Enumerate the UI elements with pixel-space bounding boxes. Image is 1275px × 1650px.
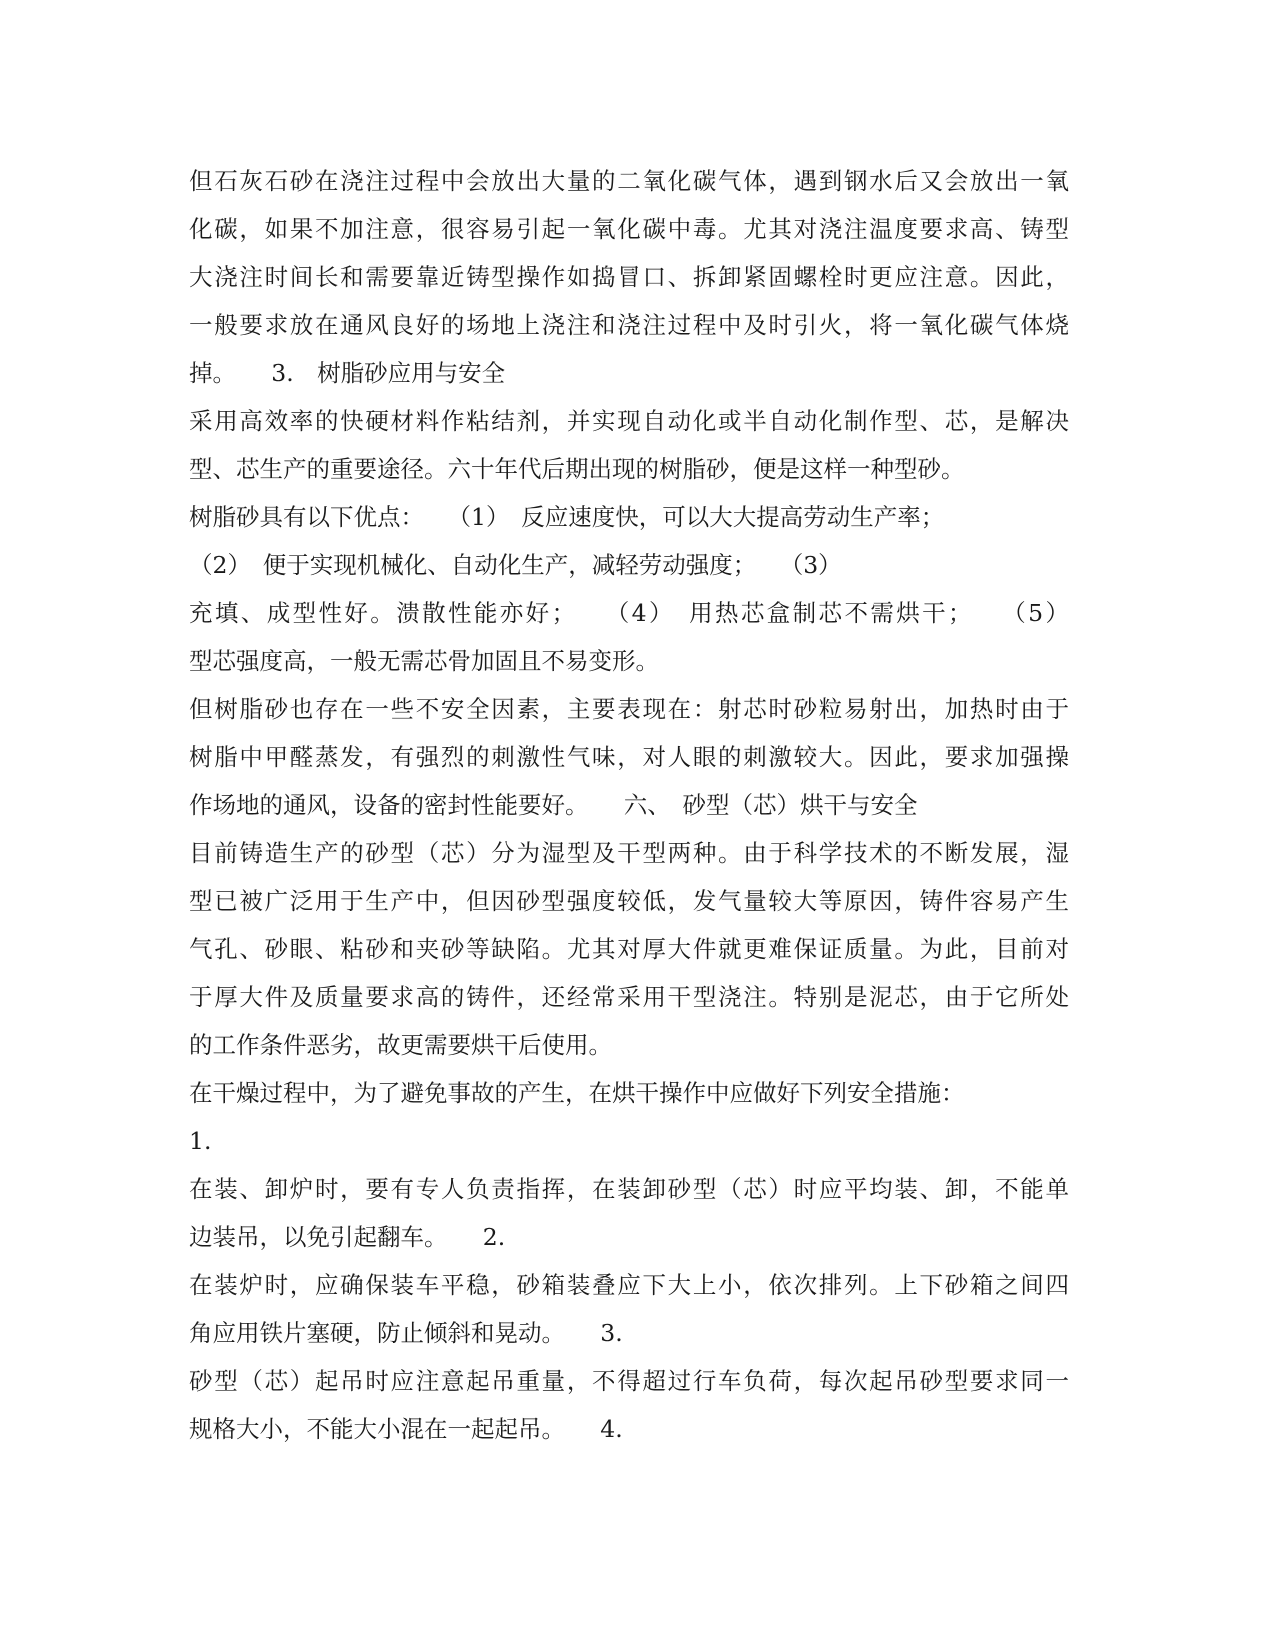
text-line: 采用高效率的快硬材料作粘结剂，并实现自动化或半自动化制作型、芯，是解决: [189, 407, 1069, 435]
text-line: （2） 便于实现机械化、自动化生产，减轻劳动强度； （3）: [189, 551, 842, 579]
text-line: 的工作条件恶劣，故更需要烘干后使用。: [189, 1031, 612, 1059]
text-line: 目前铸造生产的砂型（芯）分为湿型及干型两种。由于科学技术的不断发展，湿: [189, 839, 1069, 867]
text-line: 在装炉时，应确保装车平稳，砂箱装叠应下大上小，依次排列。上下砂箱之间四: [189, 1271, 1069, 1299]
text-line: 在干燥过程中，为了避免事故的产生，在烘干操作中应做好下列安全措施：: [189, 1079, 965, 1107]
text-line: 一般要求放在通风良好的场地上浇注和浇注过程中及时引火，将一氧化碳气体烧: [189, 311, 1069, 339]
section-heading-line: 作场地的通风，设备的密封性能要好。 六、 砂型（芯）烘干与安全: [189, 791, 918, 819]
section-heading-line: 掉。 3. 树脂砂应用与安全: [189, 359, 506, 387]
text-line: 型芯强度高，一般无需芯骨加固且不易变形。: [189, 647, 659, 675]
text-line: 角应用铁片塞硬，防止倾斜和晃动。 3.: [189, 1319, 623, 1347]
text-line: 树脂中甲醛蒸发，有强烈的刺激性气味，对人眼的刺激较大。因此，要求加强操: [189, 743, 1069, 771]
text-line: 砂型（芯）起吊时应注意起吊重量，不得超过行车负荷，每次起吊砂型要求同一: [189, 1367, 1069, 1395]
body-text: [189, 157, 1069, 1453]
text-line: 边装吊，以免引起翻车。 2.: [189, 1223, 506, 1251]
text-line: 树脂砂具有以下优点： （1） 反应速度快，可以大大提高劳动生产率；: [189, 503, 945, 531]
text-line: 在装、卸炉时，要有专人负责指挥，在装卸砂型（芯）时应平均装、卸，不能单: [189, 1175, 1069, 1203]
text-line: 型已被广泛用于生产中，但因砂型强度较低，发气量较大等原因，铸件容易产生: [189, 887, 1069, 915]
text-line: 规格大小，不能大小混在一起起吊。 4.: [189, 1415, 623, 1443]
text-line: 气孔、砂眼、粘砂和夹砂等缺陷。尤其对厚大件就更难保证质量。为此，目前对: [189, 935, 1069, 963]
text-line: 但石灰石砂在浇注过程中会放出大量的二氧化碳气体，遇到钢水后又会放出一氧: [189, 167, 1069, 195]
text-line: 大浇注时间长和需要靠近铸型操作如捣冒口、拆卸紧固螺栓时更应注意。因此，: [189, 263, 1069, 291]
text-line: 但树脂砂也存在一些不安全因素，主要表现在：射芯时砂粒易射出，加热时由于: [189, 695, 1069, 723]
text-line: 化碳，如果不加注意，很容易引起一氧化碳中毒。尤其对浇注温度要求高、铸型: [189, 215, 1069, 243]
text-line: 型、芯生产的重要途径。六十年代后期出现的树脂砂，便是这样一种型砂。: [189, 455, 965, 483]
text-line: 于厚大件及质量要求高的铸件，还经常采用干型浇注。特别是泥芯，由于它所处: [189, 983, 1069, 1011]
text-line: 充填、成型性好。溃散性能亦好； （4） 用热芯盒制芯不需烘干； （5）: [189, 599, 1069, 627]
list-number: 1.: [189, 1127, 212, 1155]
